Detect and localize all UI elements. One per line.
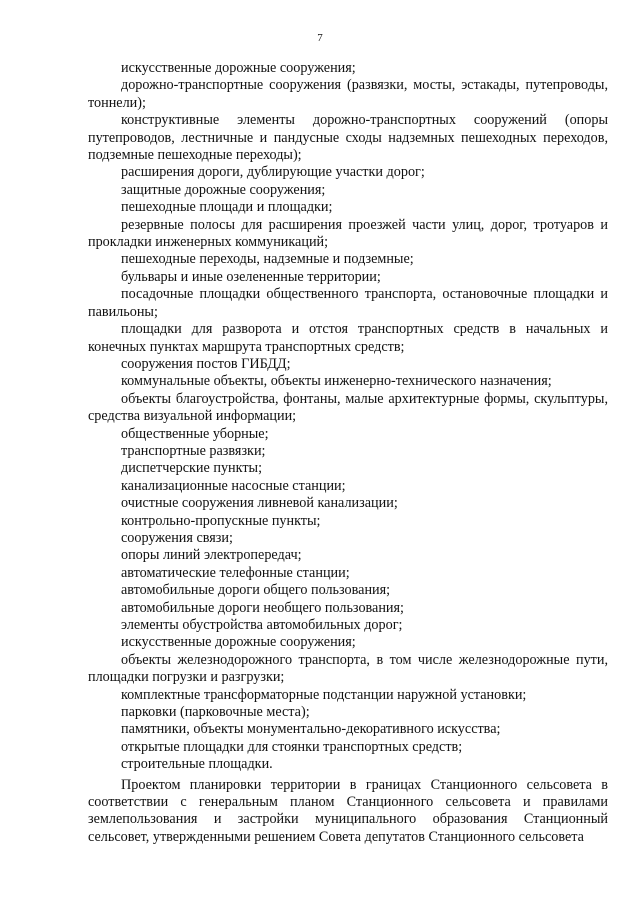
list-item: дорожно-транспортные сооружения (развязки, мосты, эстакады, путепроводы, тоннели); <box>88 77 608 111</box>
list-item: комплектные трансформаторные подстанции наружной установки; <box>121 686 527 703</box>
list-item: очистные сооружения ливневой канализации; <box>121 495 398 512</box>
list-item: автомобильные дороги общего пользования; <box>121 582 391 599</box>
list-item: расширения дороги, дублирующие участки дорог; <box>121 164 425 181</box>
list-item: транспортные развязки; <box>121 442 266 459</box>
list-item: объекты железнодорожного транспорта, в том числе железнодорожные пути, площадки погрузки и разгрузки; <box>88 651 608 686</box>
list-item: контрольно-пропускные пункты; <box>121 512 321 529</box>
list-item: открытые площадки для стоянки транспортных средств; <box>121 738 463 755</box>
list-item: резервные полосы для расширения проезжей части улиц, дорог, тротуаров и прокладки инженерных коммуникаций; <box>88 216 608 251</box>
list-item: общественные уборные; <box>121 425 269 442</box>
list-item: бульвары и иные озелененные территории; <box>121 268 381 285</box>
list-item: строительные площадки. <box>121 756 273 773</box>
document-body <box>88 60 608 846</box>
list-item: автомобильные дороги необщего пользования; <box>121 599 404 616</box>
list-item: сооружения постов ГИБДД; <box>121 355 291 372</box>
list-item: пешеходные переходы, надземные и подземные; <box>121 251 414 268</box>
list-item: искусственные дорожные сооружения; <box>121 634 356 651</box>
list-item: объекты благоустройства, фонтаны, малые архитектурные формы, скульптуры, средства визуальной информации; <box>88 390 608 425</box>
list-item: пешеходные площади и площадки; <box>121 199 333 216</box>
closing-paragraph: Проектом планировки территории в границах Станционного сельсовета в соответствии с генеральным планом Станционного сельсовета и правилами землепользования и застройки муниципального образования Станционный сельсовет, утвержденными решением Совета депутатов Станционного сельсовета <box>88 776 608 845</box>
page-number: 7 <box>317 32 323 44</box>
list-item: защитные дорожные сооружения; <box>121 181 326 198</box>
list-item: сооружения связи; <box>121 529 233 546</box>
list-item: конструктивные элементы дорожно-транспортных сооружений (опоры путепроводов, лестничные и пандусные сходы надземных пешеходных переходов, подземные пешеходные переходы); <box>88 112 608 164</box>
list-item: посадочные площадки общественного транспорта, остановочные площадки и павильоны; <box>88 286 608 320</box>
list-item: автоматические телефонные станции; <box>121 564 350 581</box>
list-item: коммунальные объекты, объекты инженерно-технического назначения; <box>121 373 552 390</box>
list-item: площадки для разворота и отстоя транспортных средств в начальных и конечных пунктах маршрута транспортных средств; <box>88 321 608 355</box>
list-item: парковки (парковочные места); <box>121 704 310 721</box>
list-item: диспетчерские пункты; <box>121 460 263 477</box>
list-item: памятники, объекты монументально-декоративного искусства; <box>121 721 501 738</box>
list-item: искусственные дорожные сооружения; <box>121 60 356 76</box>
list-item: канализационные насосные станции; <box>121 477 346 494</box>
list-item: опоры линий электропередач; <box>121 547 302 564</box>
list-item: элементы обустройства автомобильных дорог; <box>121 617 403 633</box>
